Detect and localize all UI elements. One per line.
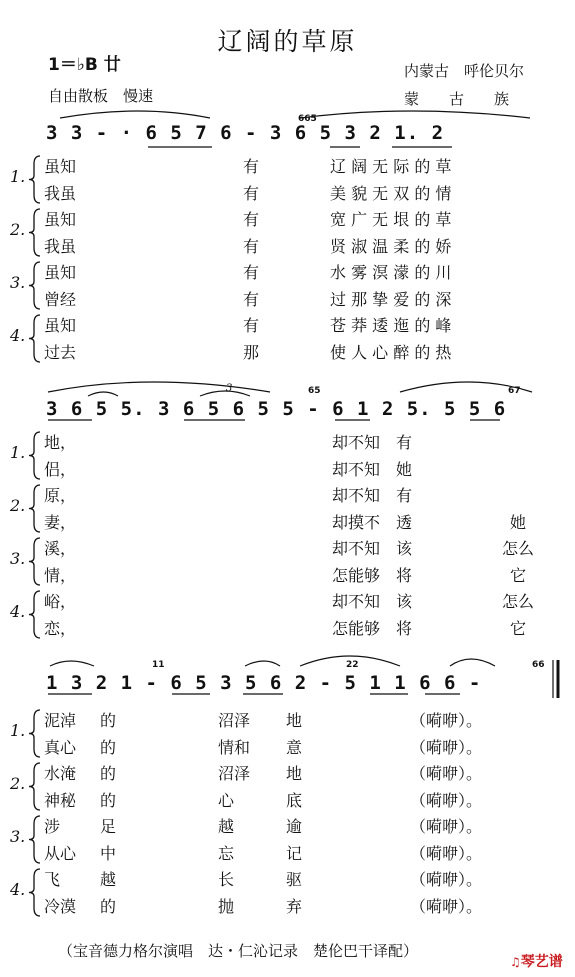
lyric-text: 足 [100,817,117,836]
verse-number: 1. [10,167,26,186]
lyric-text: 底 [286,791,303,810]
lyric-text: （嗬咿）。 [410,897,483,916]
lyric-text: 我虽 [44,237,77,256]
lyric-text: 却摸不 透 [332,513,413,532]
lyric-text: 辽 阔 无 际 的 草 [330,157,452,176]
verse-brace [29,432,40,479]
lyric-text: 那 [243,343,260,362]
lyric-text: 却不知 她 [332,460,413,479]
grace-notes-3c: 66 [532,660,545,670]
lyric-text: （嗬咿）。 [410,870,483,889]
slur [60,111,210,118]
verse-brace [29,538,40,585]
key-signature: 1＝♭B 廿 [48,55,121,75]
lyric-text: 有 [243,157,260,176]
lyric-text: 怎么 [502,539,535,558]
grace-notes-3b: 22 [346,660,359,670]
lyric-text: 却不知 该 [332,539,413,558]
logo-text: 琴艺谱 [520,954,563,970]
slur [400,382,532,392]
lyric-text: 曾经 [44,290,77,309]
lyric-text: 越 [218,817,235,836]
lyric-text: 沼泽 [218,764,251,783]
lyric-text: 她 [510,513,527,532]
verse-number: 2. [10,774,26,793]
triplet-mark: 3 [226,383,233,394]
lyric-text: 有 [243,210,260,229]
tempo-marking: 自由散板 慢速 [48,87,154,105]
lyric-text: 怎能够 将 [332,619,413,638]
verse-brace [29,710,40,757]
lyric-text: 虽知 [44,263,77,282]
slur [300,111,530,118]
verse-number: 2. [10,496,26,515]
notation-system-2: 3 6 5 5. 3 6 5 6 5 5 - 6 1 2 5. 5 5 6 [46,398,507,420]
lyric-text: 忘 [218,844,235,863]
lyric-text: 越 [100,870,117,889]
verse-brace [29,315,40,362]
lyric-text: （嗬咿）。 [410,711,483,730]
origin-region: 内蒙古 呼伦贝尔 [404,62,525,80]
verse-number: 4. [10,602,26,621]
lyric-text: 有 [243,290,260,309]
lyric-text: 侣， [44,460,77,479]
lyric-text: 妻， [44,513,77,532]
lyric-text: 水淹 [44,764,77,783]
lyric-text: 长 [218,870,235,889]
verse-number: 4. [10,880,26,899]
lyric-text: 抛 [218,897,235,916]
lyric-text: （嗬咿）。 [410,791,483,810]
lyric-text: 原， [44,486,77,505]
lyric-text: 有 [243,237,260,256]
verse-brace [29,156,40,203]
slur [300,656,400,666]
logo-icon: ♫ [510,955,521,969]
lyric-text: 贤 淑 温 柔 的 娇 [330,237,452,256]
lyric-text: 逾 [286,817,303,836]
lyric-text: （嗬咿）。 [410,764,483,783]
slur [450,659,495,666]
lyric-text: 泥淖 [44,711,77,730]
lyric-text: 的 [100,791,117,810]
verse-number: 1. [10,721,26,740]
verse-number: 3. [10,273,26,292]
lyric-text: 峪， [44,592,77,611]
lyric-text: 记 [286,844,303,863]
lyric-text: （嗬咿）。 [410,817,483,836]
lyric-text: 虽知 [44,157,77,176]
lyric-text: 过 那 挚 爱 的 深 [330,290,452,309]
lyric-text: 有 [243,316,260,335]
notation-system-3: 1 3 2 1 - 6 5 3 5 6 2 - 5 1 1 6 6 - [46,672,482,694]
lyric-text: 使 人 心 醉 的 热 [330,343,452,362]
lyric-text: 却不知 该 [332,592,413,611]
verse-number: 1. [10,443,26,462]
verse-number: 3. [10,827,26,846]
lyric-text: 情， [44,566,77,585]
lyric-text: 它 [510,619,527,638]
verse-number: 2. [10,220,26,239]
song-title: 辽阔的草原 [217,27,358,56]
lyric-text: 涉 [44,817,61,836]
grace-notes-2b: 67 [508,386,521,396]
lyric-text: 溪， [44,539,77,558]
lyric-text: 真心 [44,738,77,757]
lyric-text: 冷漠 [44,897,77,916]
lyric-text: （嗬咿）。 [410,738,483,757]
lyric-text: 宽 广 无 垠 的 草 [330,210,452,229]
lyric-text: 意 [286,738,303,757]
lyric-text: 的 [100,897,117,916]
lyric-text: 恋， [44,619,77,638]
verse-brace [29,591,40,638]
lyric-text: 的 [100,764,117,783]
lyric-text: 飞 [44,870,61,889]
lyric-text: 怎么 [502,592,535,611]
lyric-text: 沼泽 [218,711,251,730]
lyric-text: 地 [286,764,303,783]
verse-number: 3. [10,549,26,568]
lyric-text: 心 [218,791,235,810]
slur [48,382,270,392]
lyric-text: 虽知 [44,210,77,229]
lyric-text: 有 [243,263,260,282]
lyric-text: 苍 莽 逶 迤 的 峰 [330,316,452,335]
verse-number: 4. [10,326,26,345]
grace-notes-1: 665 [298,114,317,124]
lyric-text: 从心 [44,844,77,863]
credits-footer: （宝音德力格尔演唱 达・仁沁记录 楚伦巴干译配） [58,942,419,960]
lyric-text: 地， [44,433,77,452]
lyric-text: 中 [100,844,117,863]
verse-brace [29,485,40,532]
lyric-text: 水 雾 溟 濛 的 川 [330,263,452,282]
verse-brace [29,816,40,863]
lyric-text: 虽知 [44,316,77,335]
grace-notes-3a: 11 [152,660,165,670]
lyric-text: 它 [510,566,527,585]
lyric-text: 我虽 [44,184,77,203]
lyric-text: 地 [286,711,303,730]
lyric-text: 的 [100,711,117,730]
lyric-text: 美 貌 无 双 的 情 [330,184,452,203]
lyric-text: 怎能够 将 [332,566,413,585]
slur [245,661,280,666]
lyric-text: 却不知 有 [332,486,413,505]
grace-notes-2a: 65 [308,386,321,396]
verse-brace [29,763,40,810]
lyric-text: 神秘 [44,791,77,810]
lyric-text: 驱 [286,870,303,889]
lyric-text: 弃 [286,897,303,916]
slur [50,661,94,666]
slur [88,392,118,396]
lyric-text: （嗬咿）。 [410,844,483,863]
verse-brace [29,869,40,916]
verse-brace [29,209,40,256]
lyric-text: 有 [243,184,260,203]
lyric-text: 情和 [218,738,251,757]
lyric-text: 的 [100,738,117,757]
verse-brace [29,262,40,309]
slur [200,391,250,396]
notation-system-1: 3 3 - · 6 5 7 6 - 3 6 5 3 2 1. 2 [46,122,445,144]
lyric-text: 过去 [44,343,77,362]
origin-ethnicity: 蒙 古 族 [404,90,510,108]
lyric-text: 却不知 有 [332,433,413,452]
